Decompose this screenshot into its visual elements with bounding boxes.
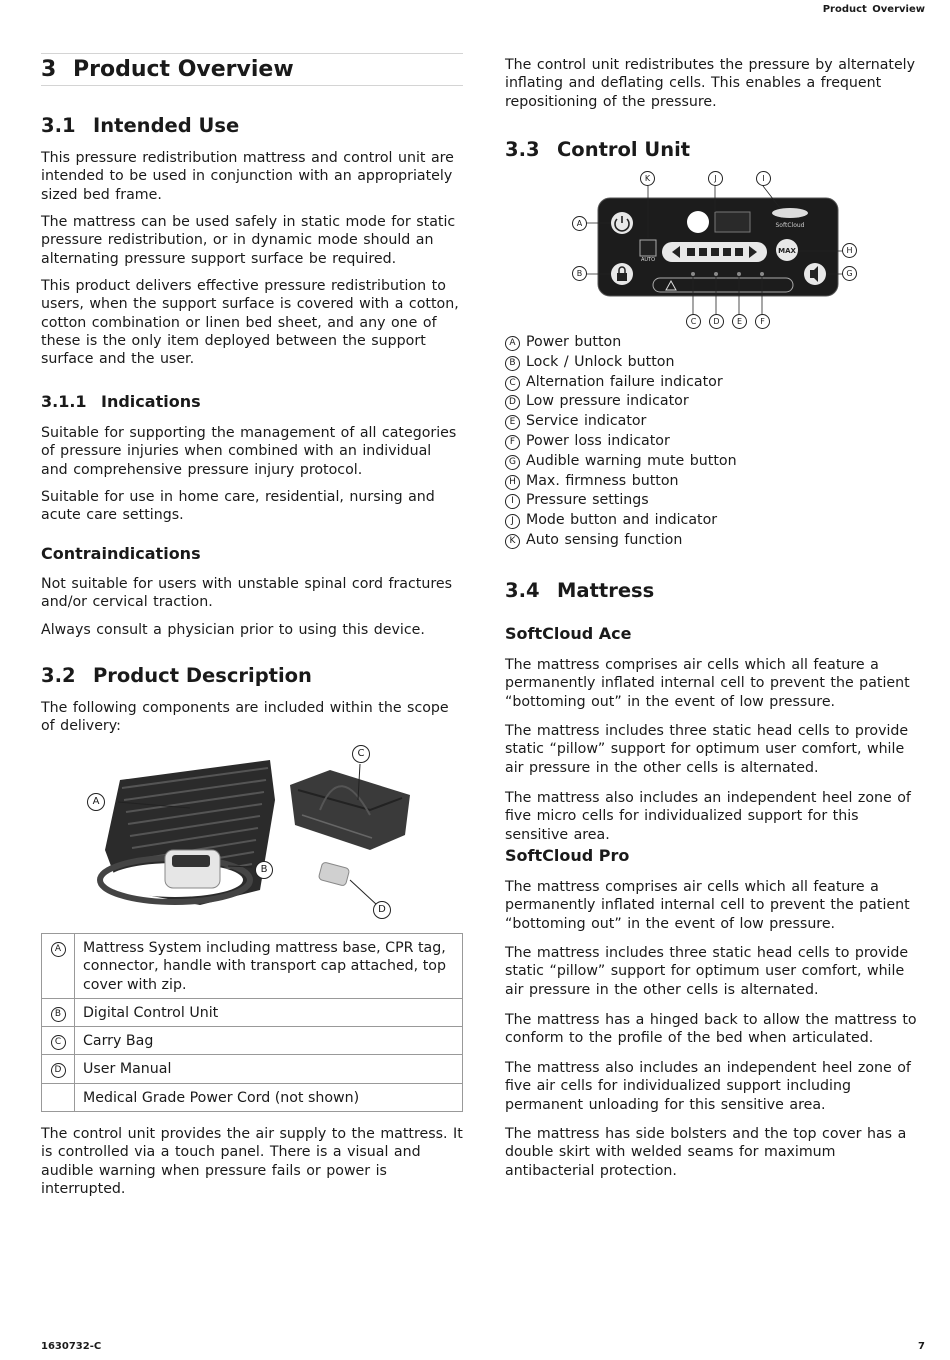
max-label: MAX — [778, 247, 796, 255]
redistribution-paragraph: The control unit redistributes the pressure by alternately inflating and deflating cells. This enables a frequent repositioning of the pressure. — [505, 57, 916, 110]
user-manual-illustration — [318, 862, 350, 887]
panel-callout-i: I — [756, 171, 771, 186]
contraindications-p2: Always consult a physician prior to using this device. — [41, 622, 425, 638]
panel-callout-e: E — [732, 314, 747, 329]
table-row — [42, 934, 463, 999]
contraindications-p1: Not suitable for users with unstable spinal cord fractures and/or cervical traction. — [41, 576, 452, 611]
control-panel-figure — [565, 170, 865, 330]
brand-name: SoftCloud — [775, 222, 805, 229]
softcloud-ace-heading: SoftCloud Ace — [505, 624, 632, 643]
carry-bag-illustration — [290, 770, 410, 850]
row-text: Mattress System including mattress base, CPR tag, connector, handle with transport cap attached, top cover with zip. — [75, 934, 463, 999]
row-text: Medical Grade Power Cord (not shown) — [75, 1083, 463, 1111]
chapter-rule-top — [41, 53, 463, 54]
intended-use-p3: This product delivers effective pressure redistribution to users, when the support surface is covered with a cotton, cotton combination or linen bed sheet, and any one of these is the only item deployed between the support surface and the user. — [41, 278, 459, 368]
control-unit-illustration — [165, 850, 220, 888]
running-header: Product Overview — [822, 4, 925, 15]
table-row — [42, 998, 463, 1026]
lock-icon — [617, 273, 627, 281]
section-heading-3-2: 3.2 Product Description — [41, 664, 312, 687]
mode-button-graphic — [687, 211, 709, 233]
legend-item: I Pressure settings — [505, 491, 927, 511]
legend-item: J Mode button and indicator — [505, 511, 927, 531]
panel-callout-k: K — [640, 171, 655, 186]
indications-p2: Suitable for use in home care, residential, nursing and acute care settings. — [41, 489, 435, 524]
components-table — [41, 933, 463, 1112]
legend-item: F Power loss indicator — [505, 432, 927, 452]
control-unit-legend — [505, 333, 927, 551]
pro-p5: The mattress has side bolsters and the top cover has a double skirt with welded seams for maximum antibacterial protection. — [505, 1126, 907, 1179]
intended-use-p1: This pressure redistribution mattress and control unit are intended to be used in conjunction with an appropriately sized bed frame. — [41, 150, 454, 203]
row-key: B — [51, 1007, 66, 1022]
pro-p4: The mattress also includes an independent heel zone of five air cells for individualized support including permanent unloading for this sensitive area. — [505, 1060, 911, 1113]
pro-p1: The mattress comprises air cells which all feature a permanently inflated internal cell to prevent the patient “bottoming out” in the event of low pressure. — [505, 879, 910, 932]
ace-p1: The mattress comprises air cells which all feature a permanently inflated internal cell to prevent the patient “bottoming out” in the event of low pressure. — [505, 657, 910, 710]
legend-item: K Auto sensing function — [505, 531, 927, 551]
auto-indicator — [640, 240, 656, 256]
pro-p3: The mattress has a hinged back to allow the mattress to conform to the profile of the bed when articulated. — [505, 1012, 917, 1047]
ace-p3: The mattress also includes an independent heel zone of five micro cells for individualized support for this sensitive area. — [505, 790, 911, 843]
row-key-empty — [42, 1083, 75, 1111]
panel-callout-b: B — [572, 266, 587, 281]
section-heading-3-1-1: 3.1.1 Indications — [41, 392, 201, 411]
indications-p1: Suitable for supporting the management of all categories of pressure injuries when combined with an individual and comprehensive pressure injury protocol. — [41, 425, 457, 478]
table-row — [42, 1055, 463, 1083]
panel-callout-g: G — [842, 266, 857, 281]
section-heading-3-3: 3.3 Control Unit — [505, 138, 691, 161]
contraindications-heading: Contraindications — [41, 544, 201, 563]
control-unit-description: The control unit provides the air supply to the mattress. It is controlled via a touch panel. There is a visual and audible warning when pressure fails or power is interrupted. — [41, 1126, 463, 1197]
legend-item: H Max. firmness button — [505, 472, 927, 492]
legend-item: E Service indicator — [505, 412, 927, 432]
row-text: User Manual — [75, 1055, 463, 1083]
section-heading-3-1: 3.1 Intended Use — [41, 114, 240, 137]
row-key: A — [51, 942, 66, 957]
panel-callout-a: A — [572, 216, 587, 231]
ace-p2: The mattress includes three static head cells to provide static “pillow” support for optimum user comfort, while air pressure in the other cells is alternated. — [505, 723, 909, 776]
panel-callout-d: D — [709, 314, 724, 329]
chapter-heading: 3 Product Overview — [41, 57, 294, 82]
panel-callout-c: C — [686, 314, 701, 329]
mode-display — [715, 212, 750, 232]
page-number: 7 — [918, 1341, 925, 1352]
softcloud-pro-heading: SoftCloud Pro — [505, 846, 630, 865]
brand-logo — [772, 208, 808, 218]
figure-callout-d: D — [373, 901, 391, 919]
product-description-intro: The following components are included within the scope of delivery: — [41, 700, 449, 735]
row-text: Carry Bag — [75, 1027, 463, 1055]
figure-callout-b: B — [255, 861, 273, 879]
product-components-figure — [80, 740, 425, 925]
legend-item: D Low pressure indicator — [505, 392, 927, 412]
legend-item: B Lock / Unlock button — [505, 353, 927, 373]
row-key: D — [51, 1063, 66, 1078]
table-row — [42, 1027, 463, 1055]
legend-item: A Power button — [505, 333, 927, 353]
panel-callout-h: H — [842, 243, 857, 258]
legend-item: C Alternation failure indicator — [505, 373, 927, 393]
section-heading-3-4: 3.4 Mattress — [505, 579, 655, 602]
row-text: Digital Control Unit — [75, 998, 463, 1026]
panel-callout-f: F — [755, 314, 770, 329]
doc-number: 1630732-C — [41, 1341, 102, 1352]
chapter-rule-bottom — [41, 85, 463, 86]
legend-item: G Audible warning mute button — [505, 452, 927, 472]
intended-use-p2: The mattress can be used safely in static mode for static pressure redistribution, or in dynamic mode should an alternating pressure support surface be required. — [41, 214, 456, 267]
panel-callout-j: J — [708, 171, 723, 186]
auto-label: AUTO — [640, 257, 656, 263]
figure-callout-c: C — [352, 745, 370, 763]
row-key: C — [51, 1035, 66, 1050]
figure-callout-a: A — [87, 793, 105, 811]
pro-p2: The mattress includes three static head cells to provide static “pillow” support for optimum user comfort, while air pressure in the other cells is alternated. — [505, 945, 909, 998]
table-row — [42, 1083, 463, 1111]
